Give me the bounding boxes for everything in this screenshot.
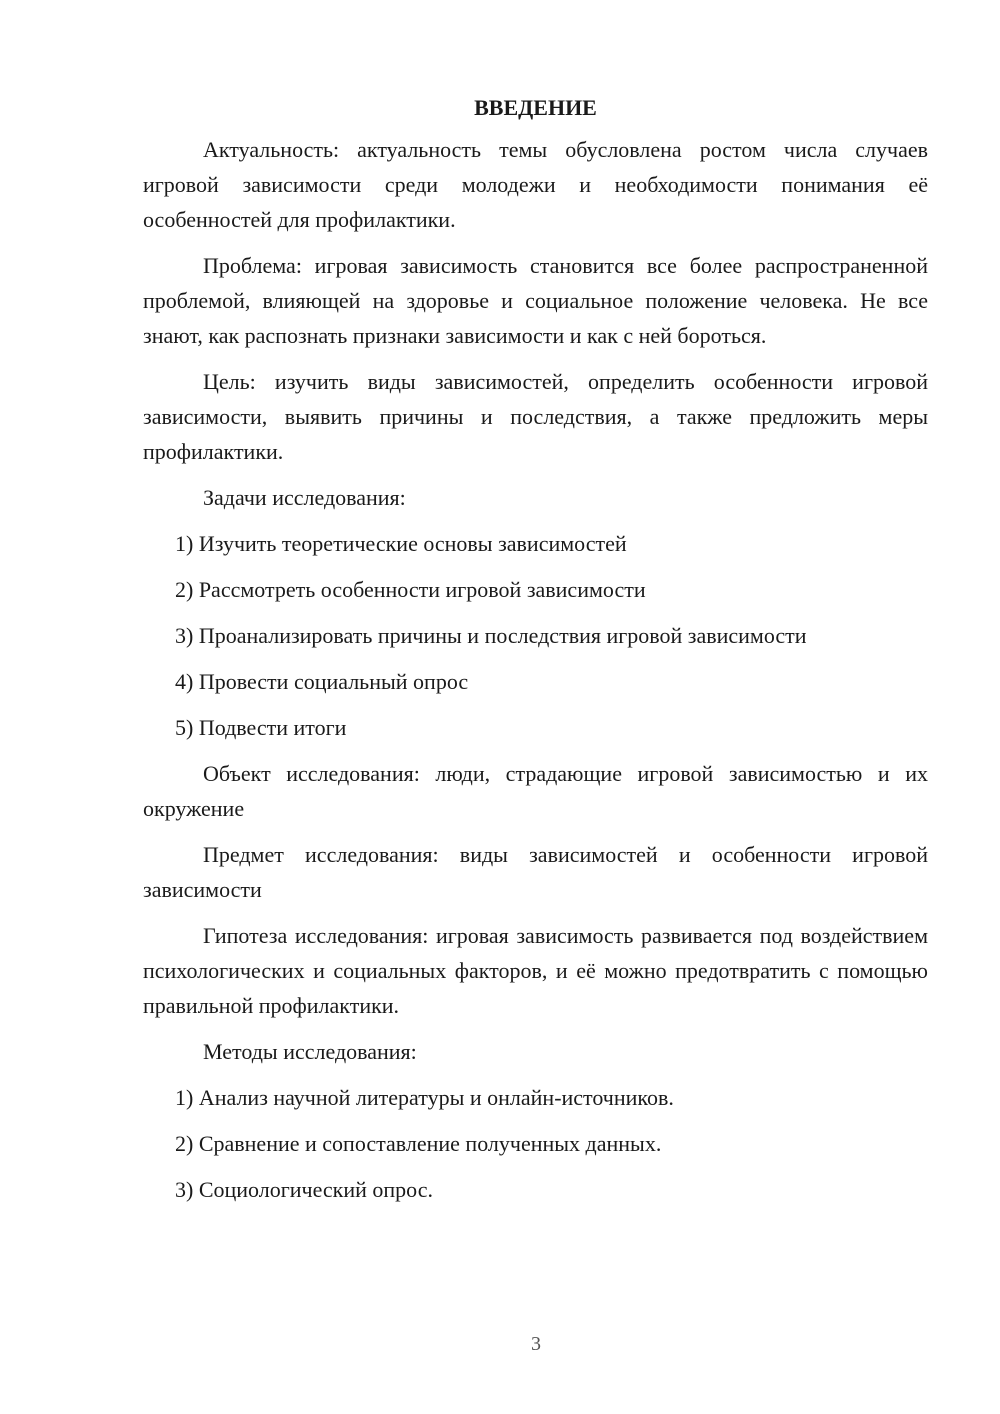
- list-item: 2) Рассмотреть особенности игровой зависимости: [175, 577, 646, 602]
- document-page: [143, 90, 928, 1218]
- list-item: 1) Анализ научной литературы и онлайн-источников.: [175, 1085, 674, 1110]
- list-item: 5) Подвести итоги: [175, 715, 347, 740]
- list-item: 4) Провести социальный опрос: [175, 669, 469, 694]
- document-title: ВВЕДЕНИЕ: [474, 95, 597, 120]
- paragraph-goal: Цель: изучить виды зависимостей, определить особенности игровой зависимости, выявить причины и последствия, а также предложить меры профилактики.: [143, 369, 928, 464]
- paragraph-subject: Предмет исследования: виды зависимостей и особенности игровой зависимости: [143, 842, 928, 902]
- list-item: 3) Социологический опрос.: [175, 1177, 433, 1202]
- methods-list: [143, 1080, 928, 1207]
- paragraph-problem: Проблема: игровая зависимость становится все более распространенной проблемой, влияющей на здоровье и социальное положение человека. Не все знают, как распознать признаки зависимости и как с ней бороться.: [143, 253, 928, 348]
- methods-heading: Методы исследования:: [203, 1039, 417, 1064]
- tasks-heading: Задачи исследования:: [203, 485, 406, 510]
- paragraph-relevance: Актуальность: актуальность темы обусловлена ростом числа случаев игровой зависимости среди молодежи и необходимости понимания её особенностей для профилактики.: [143, 137, 928, 232]
- tasks-list: [143, 526, 928, 745]
- paragraph-object: Объект исследования: люди, страдающие игровой зависимостью и их окружение: [143, 761, 928, 821]
- list-item: 2) Сравнение и сопоставление полученных данных.: [175, 1131, 662, 1156]
- page-number: 3: [531, 1333, 541, 1355]
- list-item: 3) Проанализировать причины и последствия игровой зависимости: [175, 623, 807, 648]
- paragraph-hypothesis: Гипотеза исследования: игровая зависимость развивается под воздействием психологических и социальных факторов, и её можно предотвратить с помощью правильной профилактики.: [143, 923, 928, 1018]
- list-item: 1) Изучить теоретические основы зависимостей: [175, 531, 627, 556]
